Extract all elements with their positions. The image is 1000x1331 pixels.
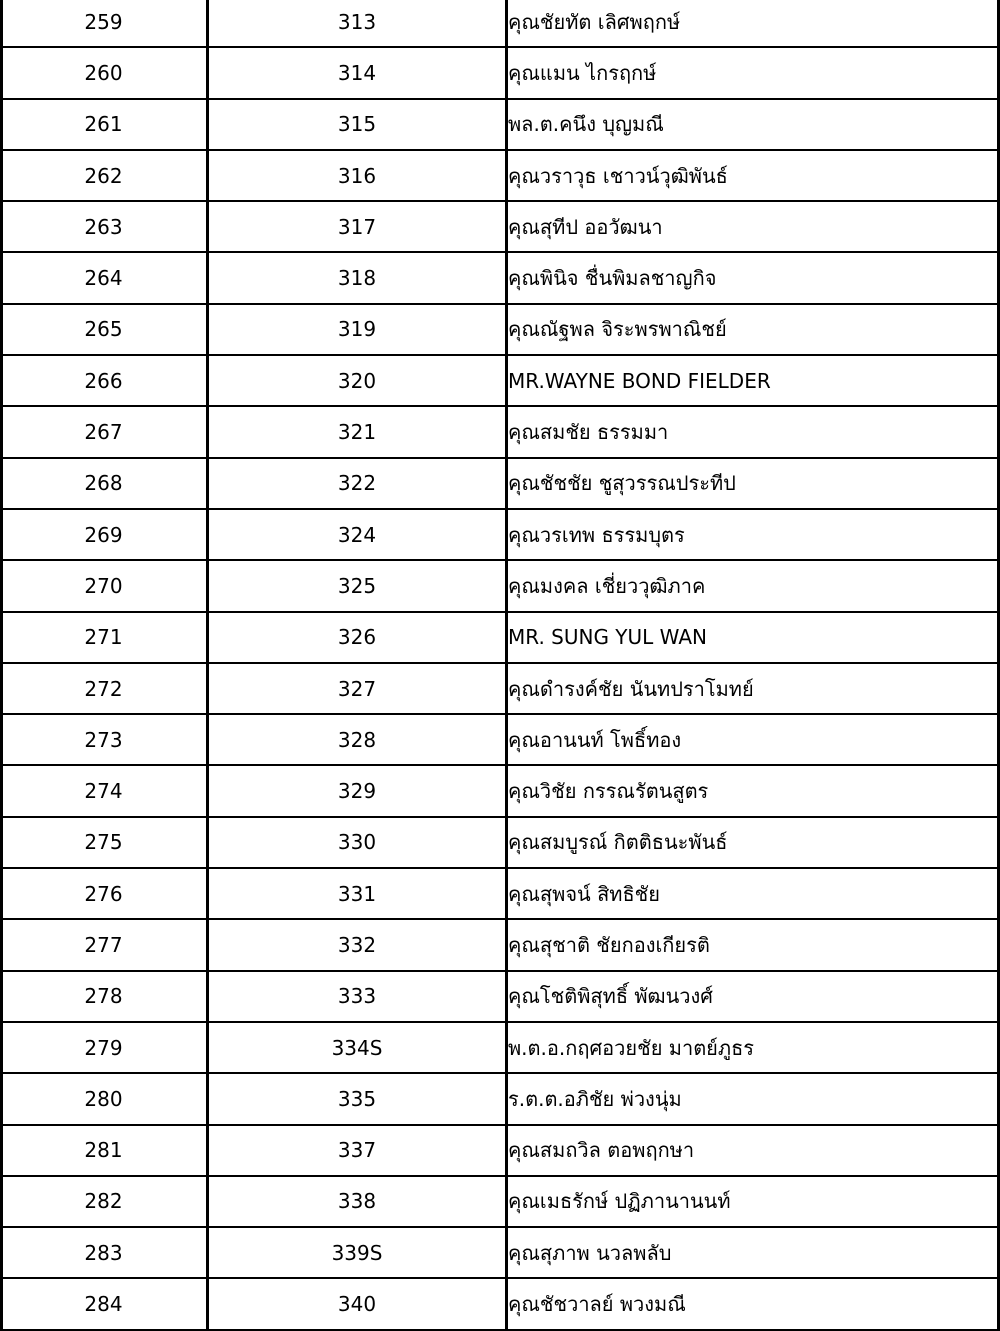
member-code: 324 bbox=[337, 522, 377, 547]
member-code: 316 bbox=[337, 163, 377, 188]
table-row bbox=[2, 817, 999, 868]
code-cell bbox=[208, 663, 507, 714]
seq-cell bbox=[2, 99, 208, 150]
member-code: 331 bbox=[337, 881, 377, 906]
member-code: 313 bbox=[337, 9, 377, 34]
seq-cell bbox=[2, 560, 208, 611]
code-cell bbox=[208, 1227, 507, 1278]
member-code: 334S bbox=[331, 1035, 383, 1060]
code-cell bbox=[208, 509, 507, 560]
code-cell bbox=[208, 765, 507, 816]
table-row bbox=[2, 99, 999, 150]
seq-number: 272 bbox=[84, 676, 123, 701]
seq-cell bbox=[2, 0, 208, 47]
table-row bbox=[2, 201, 999, 252]
seq-number: 268 bbox=[84, 471, 123, 496]
member-name: คุณวราวุธ เชาวน์วุฒิพันธ์ bbox=[508, 163, 728, 188]
table-row bbox=[2, 1022, 999, 1073]
table-row bbox=[2, 458, 999, 509]
table-row bbox=[2, 252, 999, 303]
table-row bbox=[2, 0, 999, 47]
name-cell bbox=[507, 509, 999, 560]
name-cell bbox=[507, 714, 999, 765]
code-cell bbox=[208, 868, 507, 919]
seq-number: 270 bbox=[84, 573, 123, 598]
member-name: คุณพินิจ ชื่นพิมลชาญกิจ bbox=[508, 266, 717, 291]
seq-cell bbox=[2, 1073, 208, 1124]
code-cell bbox=[208, 1278, 507, 1329]
code-cell bbox=[208, 919, 507, 970]
code-cell bbox=[208, 150, 507, 201]
table-row bbox=[2, 663, 999, 714]
name-cell bbox=[507, 1176, 999, 1227]
seq-number: 260 bbox=[84, 60, 123, 85]
seq-cell bbox=[2, 868, 208, 919]
name-cell bbox=[507, 919, 999, 970]
seq-number: 265 bbox=[84, 317, 123, 342]
name-cell bbox=[507, 612, 999, 663]
seq-number: 263 bbox=[84, 214, 123, 239]
member-name: MR.WAYNE BOND FIELDER bbox=[508, 368, 771, 393]
table-row bbox=[2, 150, 999, 201]
seq-number: 266 bbox=[84, 368, 123, 393]
seq-cell bbox=[2, 458, 208, 509]
seq-cell bbox=[2, 612, 208, 663]
seq-cell bbox=[2, 765, 208, 816]
seq-number: 273 bbox=[84, 727, 123, 752]
member-name: คุณอานนท์ โพธิ์ทอง bbox=[508, 727, 682, 752]
seq-cell bbox=[2, 1022, 208, 1073]
member-name: คุณเมธรักษ์ ปฏิภานานนท์ bbox=[508, 1189, 731, 1214]
table-row bbox=[2, 304, 999, 355]
member-name: คุณสมถวิล ตอพฤกษา bbox=[508, 1138, 695, 1163]
member-name: คุณณัฐพล จิระพรพาณิชย์ bbox=[508, 317, 727, 342]
name-cell bbox=[507, 817, 999, 868]
code-cell bbox=[208, 0, 507, 47]
table-row bbox=[2, 612, 999, 663]
seq-cell bbox=[2, 406, 208, 457]
table-row bbox=[2, 1176, 999, 1227]
name-cell bbox=[507, 458, 999, 509]
member-name: คุณสมบูรณ์ กิตติธนะพันธ์ bbox=[508, 830, 728, 855]
member-name: คุณสุภาพ นวลพลับ bbox=[508, 1240, 672, 1265]
name-cell bbox=[507, 1073, 999, 1124]
member-code: 340 bbox=[337, 1292, 377, 1317]
member-code: 315 bbox=[337, 112, 377, 137]
member-name: คุณสุชาติ ชัยกองเกียรติ bbox=[508, 932, 710, 957]
member-name: MR. SUNG YUL WAN bbox=[508, 625, 707, 650]
table-row bbox=[2, 47, 999, 98]
code-cell bbox=[208, 304, 507, 355]
table-row bbox=[2, 355, 999, 406]
seq-cell bbox=[2, 304, 208, 355]
code-cell bbox=[208, 1022, 507, 1073]
code-cell bbox=[208, 355, 507, 406]
member-code: 338 bbox=[337, 1189, 377, 1214]
code-cell bbox=[208, 458, 507, 509]
member-name: คุณโชติพิสุทธิ์ พัฒนวงศ์ bbox=[508, 984, 713, 1009]
member-name: คุณวรเทพ ธรรมบุตร bbox=[508, 522, 685, 547]
name-cell bbox=[507, 355, 999, 406]
seq-cell bbox=[2, 509, 208, 560]
seq-cell bbox=[2, 919, 208, 970]
seq-cell bbox=[2, 1278, 208, 1329]
member-name: คุณสุพจน์ สิทธิชัย bbox=[508, 881, 660, 906]
seq-number: 259 bbox=[84, 9, 123, 34]
code-cell bbox=[208, 99, 507, 150]
name-cell bbox=[507, 765, 999, 816]
seq-cell bbox=[2, 150, 208, 201]
seq-cell bbox=[2, 1176, 208, 1227]
seq-number: 278 bbox=[84, 984, 123, 1009]
seq-number: 274 bbox=[84, 779, 123, 804]
member-name: คุณแมน ไกรฤกษ์ bbox=[508, 60, 657, 85]
member-code: 325 bbox=[337, 573, 377, 598]
name-cell bbox=[507, 201, 999, 252]
seq-cell bbox=[2, 47, 208, 98]
seq-number: 271 bbox=[84, 625, 123, 650]
name-cell bbox=[507, 150, 999, 201]
seq-cell bbox=[2, 355, 208, 406]
code-cell bbox=[208, 47, 507, 98]
code-cell bbox=[208, 1073, 507, 1124]
name-cell bbox=[507, 47, 999, 98]
code-cell bbox=[208, 406, 507, 457]
seq-number: 262 bbox=[84, 163, 123, 188]
code-cell bbox=[208, 252, 507, 303]
member-code: 326 bbox=[337, 625, 377, 650]
name-cell bbox=[507, 1278, 999, 1329]
member-name: คุณสุทีป ออวัฒนา bbox=[508, 214, 663, 239]
member-code: 320 bbox=[337, 368, 377, 393]
table-row bbox=[2, 971, 999, 1022]
member-code: 317 bbox=[337, 214, 377, 239]
seq-number: 276 bbox=[84, 881, 123, 906]
table-row bbox=[2, 1227, 999, 1278]
name-cell bbox=[507, 304, 999, 355]
table-row bbox=[2, 406, 999, 457]
member-code: 329 bbox=[337, 779, 377, 804]
seq-cell bbox=[2, 201, 208, 252]
member-code: 322 bbox=[337, 471, 377, 496]
code-cell bbox=[208, 714, 507, 765]
table-row bbox=[2, 868, 999, 919]
table-body bbox=[2, 0, 999, 1330]
seq-number: 275 bbox=[84, 830, 123, 855]
code-cell bbox=[208, 971, 507, 1022]
seq-number: 284 bbox=[84, 1292, 123, 1317]
member-code: 314 bbox=[337, 60, 377, 85]
table-row bbox=[2, 714, 999, 765]
member-name: พ.ต.อ.กฤศอวยชัย มาตย์ภูธร bbox=[508, 1035, 755, 1060]
member-name: ร.ต.ต.อภิชัย พ่วงนุ่ม bbox=[508, 1086, 682, 1111]
seq-number: 261 bbox=[84, 112, 123, 137]
member-code: 330 bbox=[337, 830, 377, 855]
member-code: 328 bbox=[337, 727, 377, 752]
seq-number: 267 bbox=[84, 420, 123, 445]
seq-number: 283 bbox=[84, 1240, 123, 1265]
table-row bbox=[2, 1073, 999, 1124]
table-row bbox=[2, 1278, 999, 1329]
member-code: 321 bbox=[337, 420, 377, 445]
member-name: คุณชัชวาลย์ พวงมณี bbox=[508, 1292, 686, 1317]
member-name: พล.ต.คนึง บุญมณี bbox=[508, 112, 664, 137]
name-cell bbox=[507, 868, 999, 919]
code-cell bbox=[208, 201, 507, 252]
name-cell bbox=[507, 1022, 999, 1073]
name-cell bbox=[507, 0, 999, 47]
member-code: 339S bbox=[331, 1240, 383, 1265]
code-cell bbox=[208, 612, 507, 663]
seq-number: 280 bbox=[84, 1086, 123, 1111]
member-code: 332 bbox=[337, 932, 377, 957]
seq-cell bbox=[2, 1227, 208, 1278]
table-row bbox=[2, 509, 999, 560]
table-row bbox=[2, 1125, 999, 1176]
member-code: 327 bbox=[337, 676, 377, 701]
seq-cell bbox=[2, 252, 208, 303]
name-cell bbox=[507, 252, 999, 303]
seq-cell bbox=[2, 663, 208, 714]
member-code: 318 bbox=[337, 266, 377, 291]
member-code: 335 bbox=[337, 1086, 377, 1111]
seq-number: 269 bbox=[84, 522, 123, 547]
name-cell bbox=[507, 971, 999, 1022]
name-cell bbox=[507, 560, 999, 611]
seq-number: 282 bbox=[84, 1189, 123, 1214]
seq-number: 264 bbox=[84, 266, 123, 291]
seq-cell bbox=[2, 1125, 208, 1176]
member-code: 333 bbox=[337, 984, 377, 1009]
name-cell bbox=[507, 406, 999, 457]
name-cell bbox=[507, 1227, 999, 1278]
member-code: 319 bbox=[337, 317, 377, 342]
seq-number: 281 bbox=[84, 1138, 123, 1163]
seq-cell bbox=[2, 971, 208, 1022]
member-name: คุณมงคล เชี่ยววุฒิภาค bbox=[508, 573, 706, 598]
name-cell bbox=[507, 1125, 999, 1176]
code-cell bbox=[208, 560, 507, 611]
code-cell bbox=[208, 1125, 507, 1176]
seq-number: 277 bbox=[84, 932, 123, 957]
table-row bbox=[2, 560, 999, 611]
table-row bbox=[2, 765, 999, 816]
seq-cell bbox=[2, 714, 208, 765]
code-cell bbox=[208, 1176, 507, 1227]
seq-cell bbox=[2, 817, 208, 868]
member-name: คุณสมชัย ธรรมมา bbox=[508, 420, 669, 445]
member-name: คุณวิชัย กรรณรัตนสูตร bbox=[508, 779, 709, 804]
name-cell bbox=[507, 99, 999, 150]
member-name: คุณชัยทัต เลิศพฤกษ์ bbox=[508, 9, 681, 34]
member-name: คุณดำรงค์ชัย นันทปราโมทย์ bbox=[508, 676, 754, 701]
member-name: คุณชัชชัย ชูสุวรรณประทีป bbox=[508, 471, 736, 496]
member-code: 337 bbox=[337, 1138, 377, 1163]
seq-number: 279 bbox=[84, 1035, 123, 1060]
code-cell bbox=[208, 817, 507, 868]
table-row bbox=[2, 919, 999, 970]
name-cell bbox=[507, 663, 999, 714]
